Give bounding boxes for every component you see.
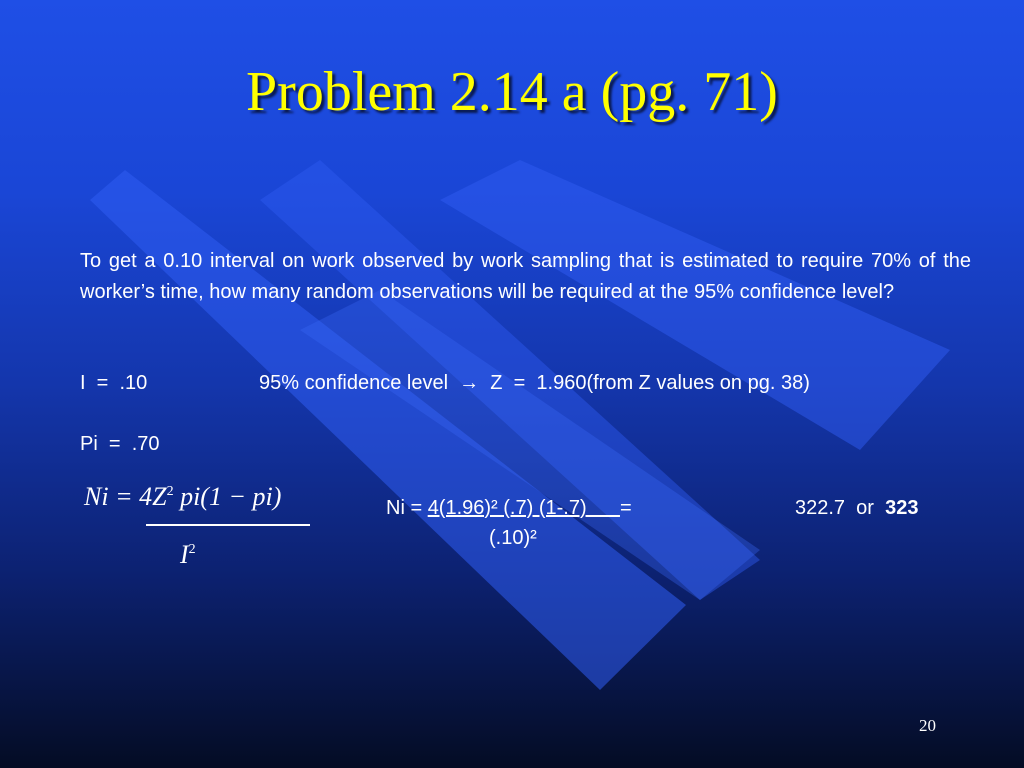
confidence-level-text: 95% confidence level → Z = 1.960(from Z values on pg. 38) xyxy=(259,372,810,394)
calculation-numerator: Ni = 4(1.96)² (.7) (1-.7) = xyxy=(386,497,632,519)
calculation-result: 322.7 or 323 xyxy=(795,497,919,519)
page-number: 20 xyxy=(919,716,936,735)
arrow-right-icon: → xyxy=(459,372,480,394)
given-interval: I = .10 xyxy=(80,372,148,394)
given-pi: Pi = .70 xyxy=(80,433,160,455)
sample-size-formula xyxy=(84,482,320,582)
calculation-denominator: (.10)² xyxy=(489,527,537,549)
formula-denominator: $I^2$ xyxy=(180,540,196,569)
formula-numerator: $Ni = 4Z^2$ pi(1 − pi) xyxy=(84,482,282,511)
formula-fraction-bar xyxy=(146,524,310,526)
problem-statement: To get a 0.10 interval on work observed by work sampling that is estimated to require 70% of the worker’s time, how many random observations will be required at the 95% confidence level? xyxy=(80,250,971,303)
final-answer: 323 xyxy=(885,497,919,519)
slide-title: Problem 2.14 a (pg. 71) xyxy=(246,61,778,123)
